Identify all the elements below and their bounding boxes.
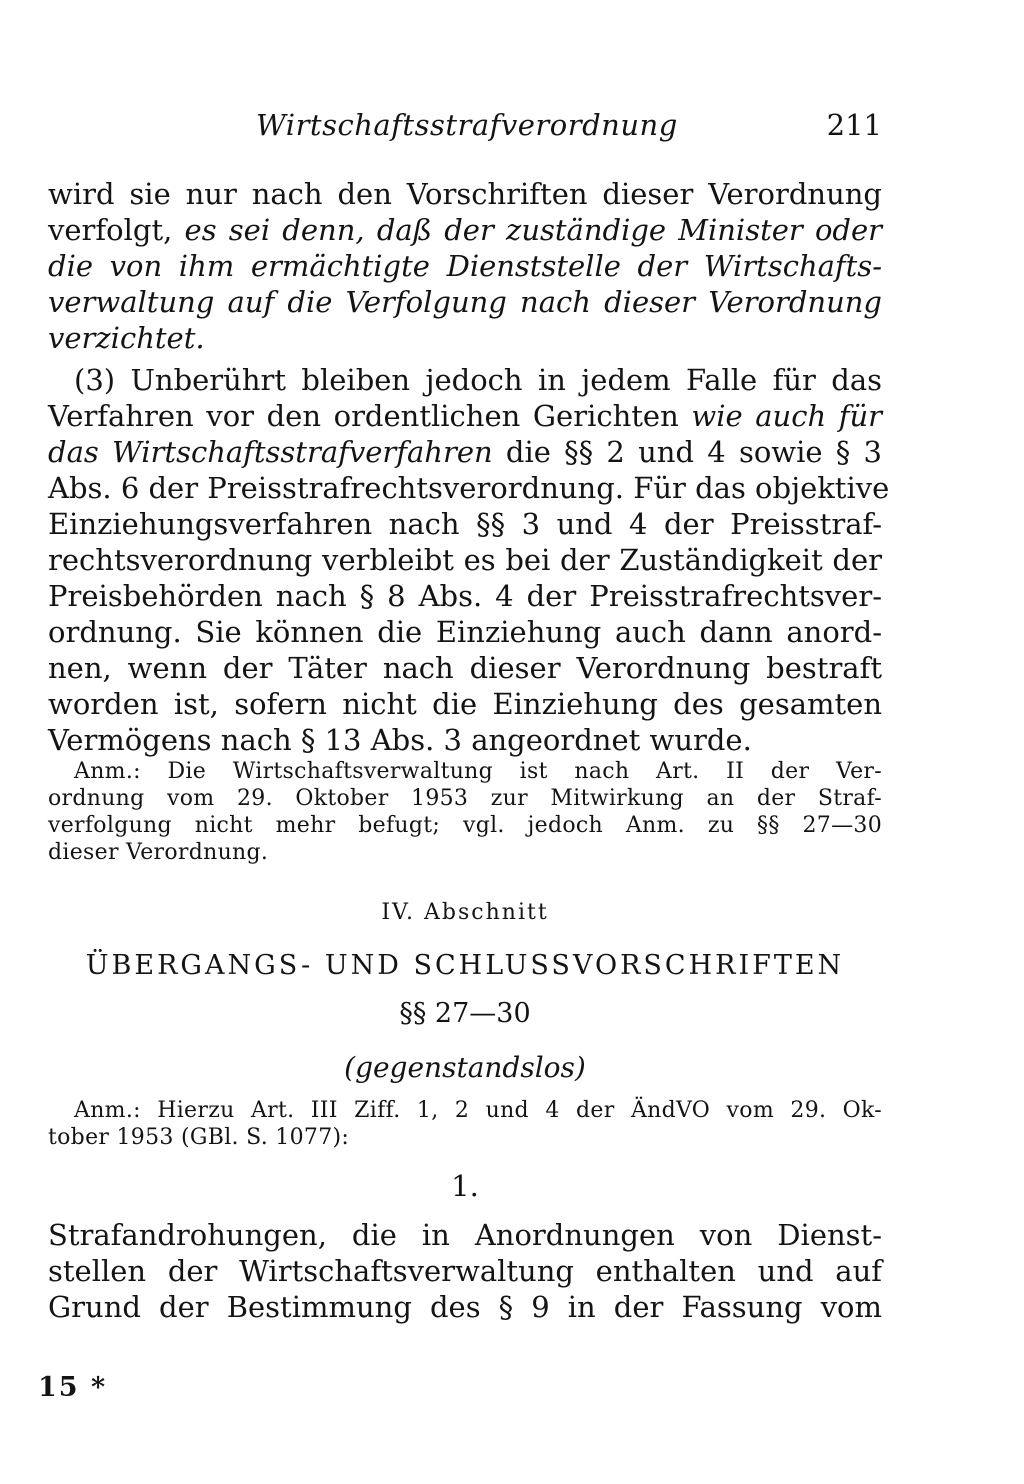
text-line: Einziehungsverfahren nach §§ 3 und 4 der Preisstraf-: [48, 507, 882, 541]
text-line: [48, 212, 882, 248]
text-line: wird sie nur nach den Vorschriften dieser Verordnung: [48, 177, 882, 211]
text-line: ordnung. Sie können die Einziehung auch dann anord-: [48, 615, 882, 649]
note-line: dieser Verordnung.: [48, 840, 269, 865]
text-line: [48, 434, 882, 470]
text-line: worden ist, sofern nicht die Einziehung des gesamten: [48, 687, 882, 721]
section-label: IV. Abschnitt: [381, 900, 549, 925]
text-line: [48, 398, 882, 434]
sheet-signature: 15 *: [38, 1372, 108, 1403]
section-title: ÜBERGANGS- UND SCHLUSSVORSCHRIFTEN: [85, 950, 845, 981]
text-line: rechtsverordnung verbleibt es bei der Zuständigkeit der: [48, 543, 882, 577]
italic-span: das Wirtschaftsstrafverfahren: [48, 435, 493, 469]
page-number: 211: [826, 108, 882, 142]
note-line: verfolgung nicht mehr befugt; vgl. jedoch Anm. zu §§ 27—30: [48, 813, 882, 838]
text-line: Grund der Bestimmung des § 9 in der Fassung vom: [48, 1290, 882, 1324]
text-line: verzichtet.: [48, 321, 205, 355]
note-line: tober 1953 (GBl. S. 1077):: [48, 1125, 350, 1150]
text-line: verwaltung auf die Verfolgung nach dieser Verordnung: [48, 285, 882, 319]
text-line: Strafandrohungen, die in Anordnungen von Dienst-: [48, 1218, 882, 1252]
note-line: Anm.: Die Wirtschaftsverwaltung ist nach Art. II der Ver-: [74, 759, 882, 784]
text-line: Abs. 6 der Preisstrafrechtsverordnung. Für das objektive: [48, 471, 890, 505]
text-span: verfolgt,: [48, 213, 185, 247]
italic-span: es sei denn, daß der zuständige Minister oder: [184, 213, 883, 247]
text-line: (3) Unberührt bleiben jedoch in jedem Falle für das: [74, 363, 882, 397]
italic-span: wie auch für: [691, 399, 882, 433]
running-title: Wirtschaftsstrafverordnung: [256, 108, 678, 142]
note-line: Anm.: Hierzu Art. III Ziff. 1, 2 und 4 der ÄndVO vom 29. Ok-: [74, 1098, 882, 1123]
note-line: ordnung vom 29. Oktober 1953 zur Mitwirkung an der Straf-: [48, 786, 882, 811]
text-line: Preisbehörden nach § 8 Abs. 4 der Preisstrafrechtsver-: [48, 579, 882, 613]
page-header: [256, 108, 882, 148]
text-span: Verfahren vor den ordentlichen Gerichten: [48, 399, 692, 433]
paragraph-range: §§ 27—30: [399, 998, 531, 1029]
text-span: die §§ 2 und 4 sowie § 3: [492, 435, 882, 469]
section-status: (gegenstandslos): [344, 1051, 586, 1084]
text-line: die von ihm ermächtigte Dienststelle der Wirtschafts-: [48, 249, 882, 283]
text-line: Vermögens nach § 13 Abs. 3 angeordnet wurde.: [48, 723, 752, 757]
text-line: nen, wenn der Täter nach dieser Verordnung bestraft: [48, 651, 882, 685]
text-line: stellen der Wirtschaftsverwaltung enthalten und auf: [48, 1254, 882, 1288]
item-number: 1.: [451, 1169, 479, 1203]
